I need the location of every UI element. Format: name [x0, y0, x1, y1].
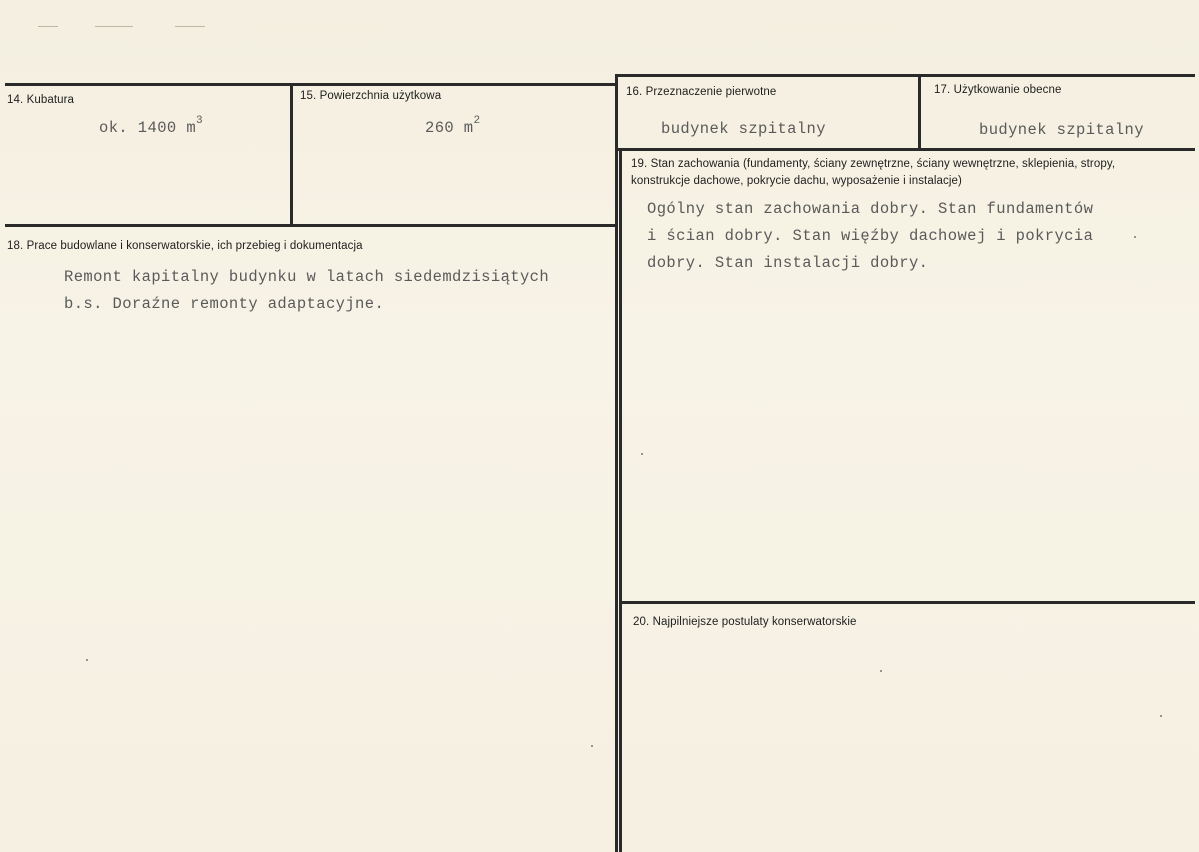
- divider-right-inner: [619, 150, 622, 852]
- field-18-line: Remont kapitalny budynku w latach siedemdzisiątych: [64, 268, 550, 286]
- paper-speck: [591, 745, 593, 747]
- field-19-label: 19. Stan zachowania (fundamenty, ściany zewnętrzne, ściany wewnętrzne, sklepienia, stropy, konstrukcje dachowe, pokrycie dachu, wyposażenie i instalacje): [631, 158, 1116, 187]
- field-15-value: [425, 115, 481, 138]
- field-14-value-exponent: 3: [196, 115, 204, 127]
- divider-main: [615, 74, 618, 852]
- top-dash: [175, 26, 205, 27]
- field-14-value: [99, 115, 204, 138]
- top-dash: [95, 26, 133, 27]
- field-18-label: 18. Prace budowlane i konserwatorskie, ich przebieg i dokumentacja: [7, 240, 363, 252]
- field-16-label: 16. Przeznaczenie pierwotne: [626, 86, 777, 98]
- rule-top-right: [615, 74, 1195, 77]
- paper-speck: [1134, 236, 1136, 238]
- paper-speck: [1160, 715, 1162, 717]
- paper-speck: [880, 670, 882, 672]
- field-17-label: 17. Użytkowanie obecne: [934, 84, 1062, 96]
- paper-speck: [86, 659, 88, 661]
- paper-speck: [641, 453, 643, 455]
- field-16-value: budynek szpitalny: [661, 120, 826, 138]
- rule-row1-right: [615, 148, 1195, 151]
- field-20-label: 20. Najpilniejsze postulaty konserwatorskie: [633, 616, 857, 628]
- rule-top-left: [5, 83, 615, 86]
- divider-14-15: [290, 83, 293, 226]
- rule-19-20: [619, 601, 1195, 604]
- top-dash: [38, 26, 58, 27]
- field-15-value-exponent: 2: [473, 115, 481, 127]
- field-18-line: b.s. Doraźne remonty adaptacyjne.: [64, 295, 385, 313]
- field-14-label: 14. Kubatura: [7, 94, 75, 106]
- field-17-value: budynek szpitalny: [979, 121, 1144, 139]
- field-18-text: [64, 264, 549, 318]
- field-19-line: Ogólny stan zachowania dobry. Stan fundamentów: [647, 200, 1094, 218]
- field-19-text: [647, 196, 1093, 277]
- field-14-value-text: ok. 1400 m: [99, 119, 197, 138]
- field-15-label: 15. Powierzchnia użytkowa: [300, 90, 442, 102]
- field-19-line: i ścian dobry. Stan więźby dachowej i pokrycia: [647, 227, 1094, 245]
- field-15-value-text: 260 m: [425, 119, 474, 138]
- rule-row1-left: [5, 224, 618, 227]
- divider-16-17: [918, 74, 921, 150]
- field-19-line: dobry. Stan instalacji dobry.: [647, 254, 929, 272]
